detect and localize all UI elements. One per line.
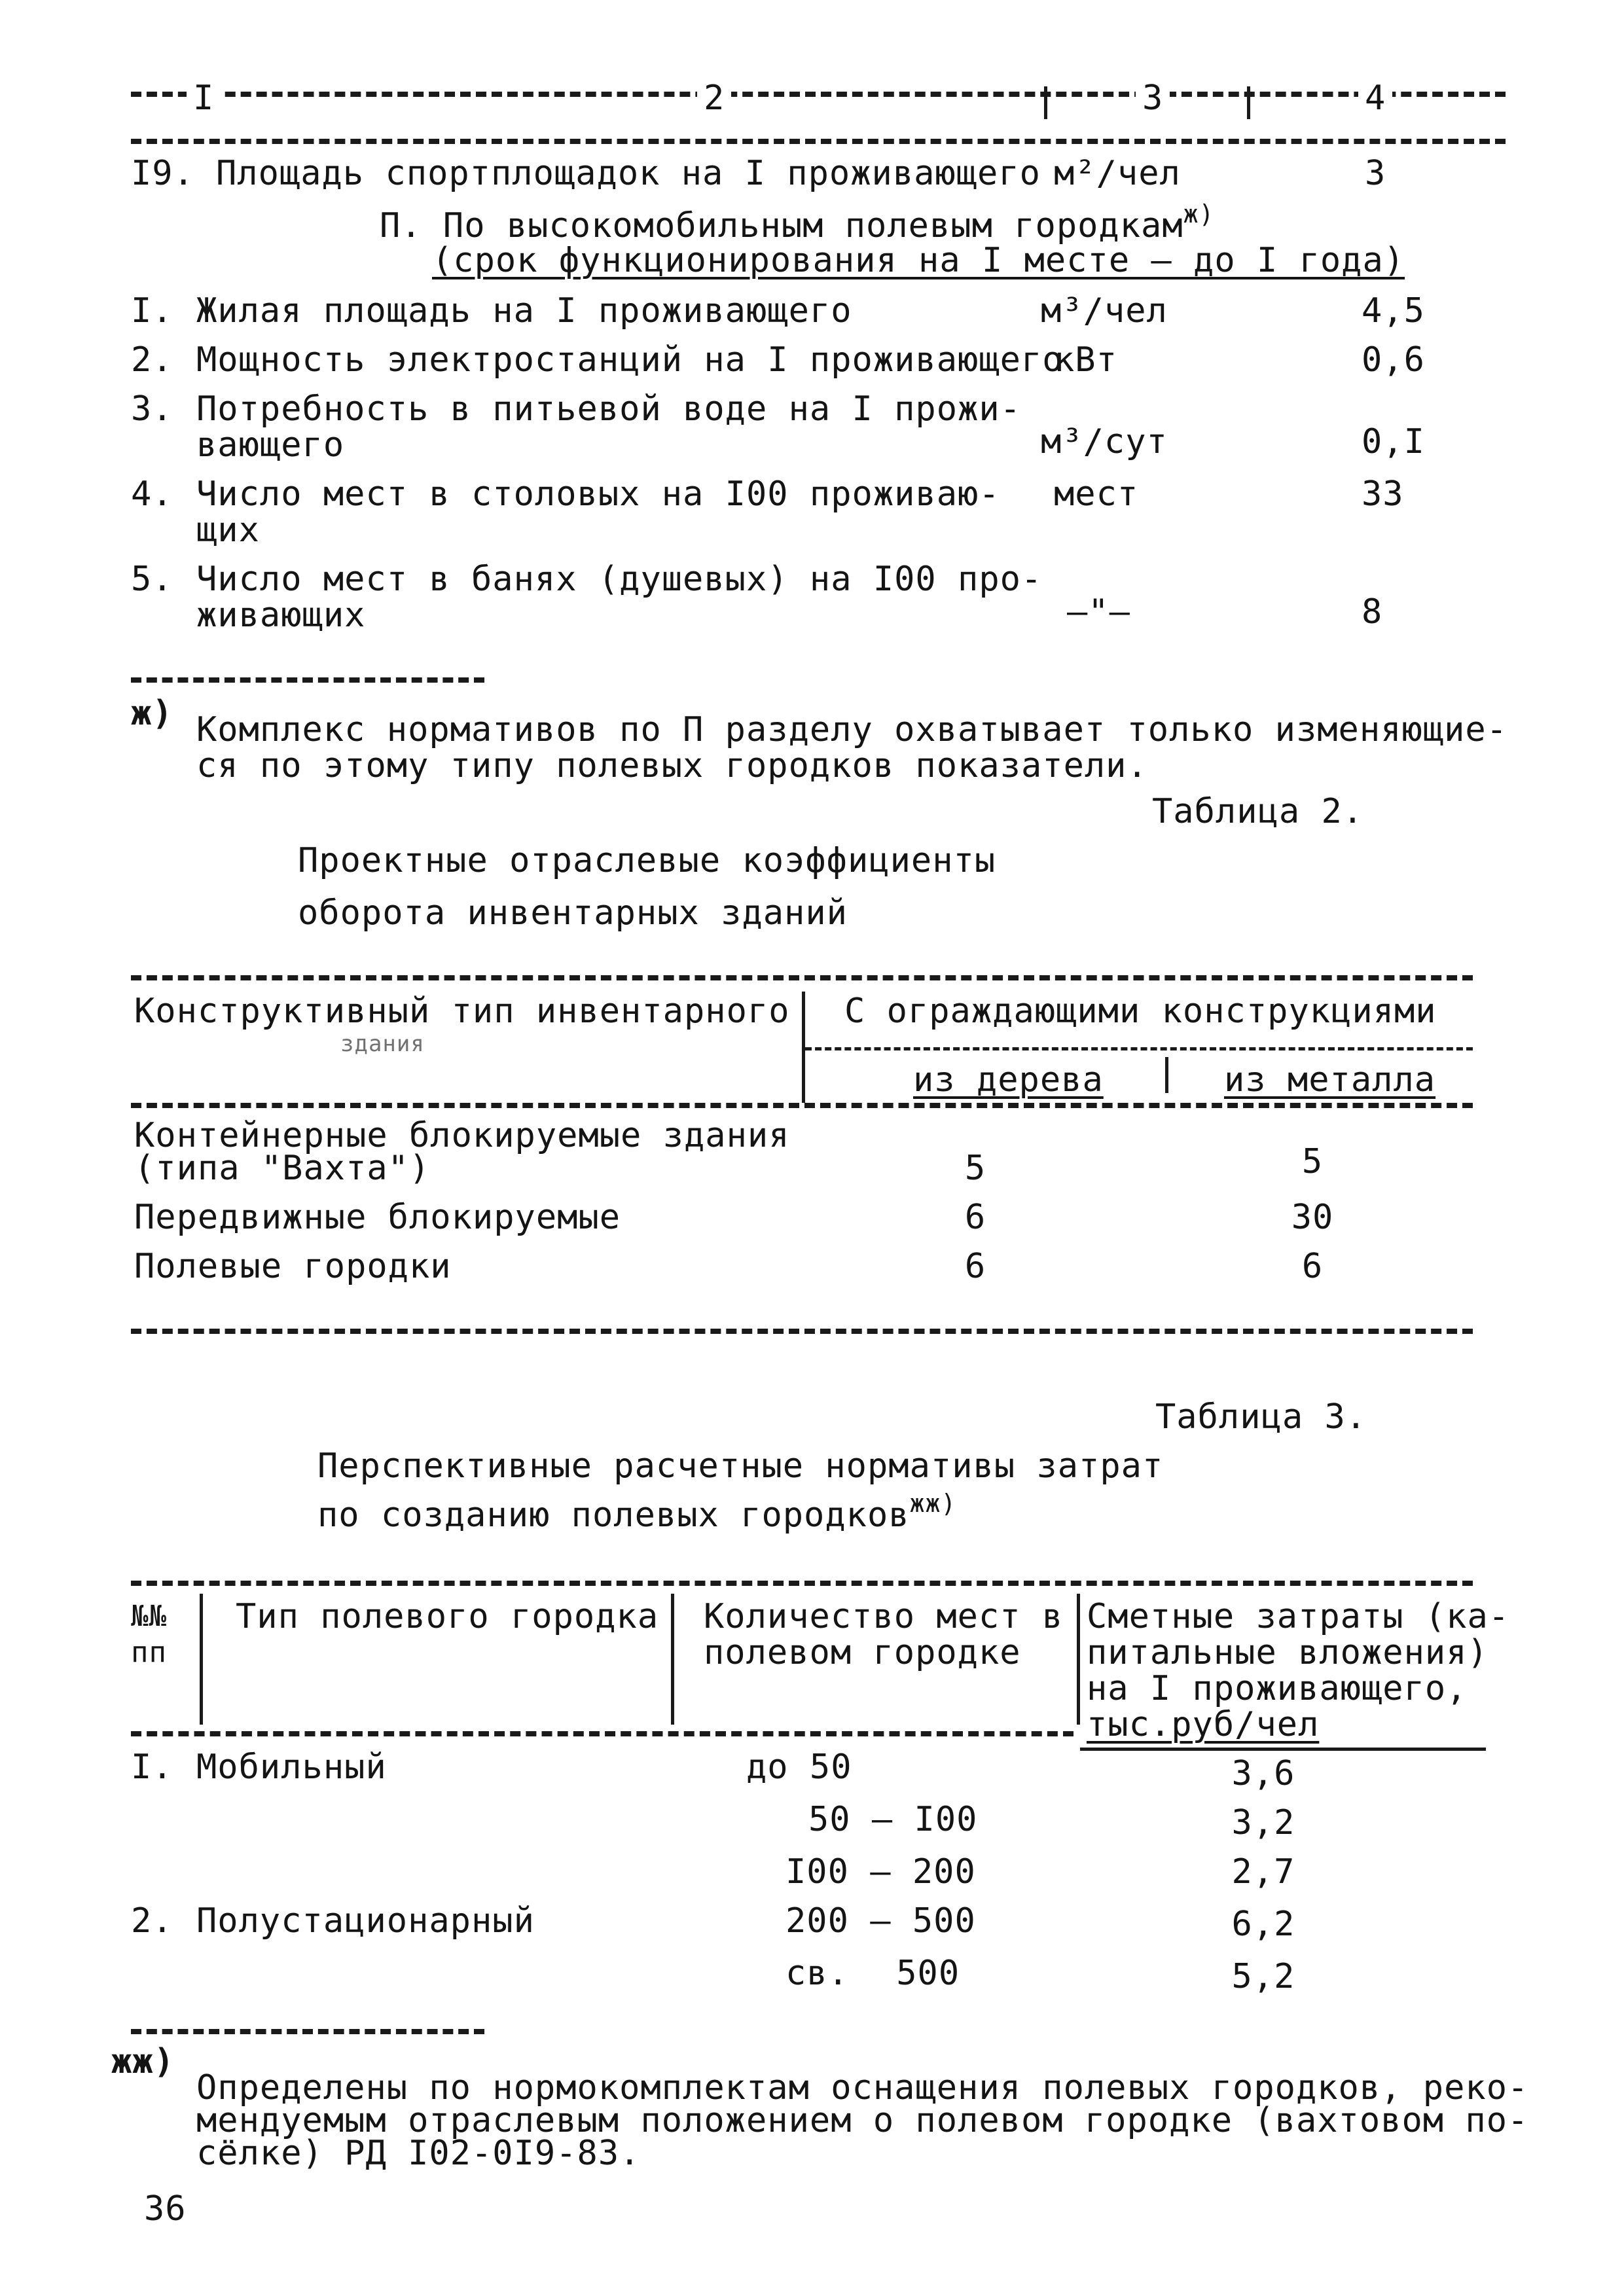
footnote2-line: мендуемым отраслевым положением о полевом городке (вахтовом по-: [196, 2101, 1529, 2140]
table3-label: Таблица 3.: [1155, 1397, 1367, 1437]
table3-row-type: Полустационарный: [196, 1901, 535, 1941]
s2-row-value: 8: [1362, 592, 1383, 632]
table2-row-metal: 5: [1301, 1142, 1324, 1181]
table3-title: по созданию полевых городков$^{жж)}$: [317, 1489, 957, 1535]
footnote-rule: [131, 2029, 484, 2034]
s2-row-unit: кВт: [1054, 340, 1117, 380]
table2-title: оборота инвентарных зданий: [298, 893, 848, 933]
page-number: 36: [144, 2189, 187, 2229]
footnote2-line: сёлке) РД I02-0I9-83.: [196, 2134, 641, 2173]
table3-row-cost: 5,2: [1231, 1957, 1295, 1996]
s2-row-num: 4.: [131, 475, 173, 514]
table2-row-wood: 6: [964, 1198, 986, 1237]
header-rule-bottom: [131, 139, 1506, 144]
table3-header-places: полевом городке: [704, 1633, 1021, 1672]
table2-subheader-wood: из дерева: [913, 1060, 1104, 1100]
table3-header-rule-cost: [1080, 1748, 1486, 1751]
table3-header-cost: питальные вложения): [1087, 1633, 1489, 1672]
table2-group-header: С ограждающими конструкциями: [844, 992, 1437, 1031]
header-rule-top: [131, 92, 1506, 97]
table3-row-places: св. 500: [785, 1954, 960, 1993]
table2-row-metal: 30: [1291, 1198, 1334, 1237]
table2-rule-top: [131, 975, 1473, 980]
s2-row-value: 4,5: [1362, 291, 1425, 331]
table3-row-places: I00 – 200: [785, 1852, 976, 1892]
s2-row-text: Мощность электростанций на I проживающего: [196, 340, 1064, 380]
table3-row-cost: 3,6: [1231, 1754, 1295, 1793]
table3-header-type: Тип полевого городка: [236, 1597, 659, 1636]
s2-row-text-cont: щих: [196, 511, 260, 550]
table3-rule-top: [131, 1581, 1473, 1586]
footnote2-mark: жж): [111, 2042, 175, 2081]
s2-row-value: 33: [1362, 475, 1404, 514]
s2-row-value: 0,I: [1362, 422, 1425, 461]
col-divider: [1247, 86, 1250, 119]
table2-row-name-cont: (типа "Вахта"): [134, 1149, 431, 1188]
table2-subheader-rule: [805, 1047, 1473, 1050]
row19-num: I9.: [131, 154, 194, 193]
table3-row-num: 2.: [131, 1901, 173, 1941]
table2-label: Таблица 2.: [1152, 792, 1364, 831]
s2-row-num: 3.: [131, 389, 173, 429]
s2-row-text: Жилая площадь на I проживающего: [196, 291, 852, 331]
table2-row-name: Полевые городки: [134, 1247, 452, 1286]
table2-col1-header-cont: здания: [340, 1031, 425, 1057]
table3-header-num: пп: [131, 1636, 167, 1669]
table2-col1-header: Конструктивный тип инвентарного: [134, 992, 790, 1031]
table3-header-cost: тыс.руб/чел: [1087, 1705, 1320, 1744]
s2-row-text: Число мест в столовых на I00 проживаю-: [196, 475, 1000, 514]
table2-subheader-metal: из металла: [1224, 1060, 1436, 1100]
s2-row-unit: м³/сут: [1041, 422, 1168, 461]
s2-row-num: I.: [131, 291, 173, 331]
table3-header-num: №№: [131, 1600, 167, 1633]
col-header-3: 3: [1136, 79, 1170, 118]
section2-subtitle: (срок функционирования на I месте – до I года): [432, 241, 1405, 280]
footnote1-line: ся по этому типу полевых городков показатели.: [196, 746, 1148, 785]
table3-row-places: 200 – 500: [785, 1901, 976, 1941]
col-header-4: 4: [1358, 79, 1392, 118]
s2-row-unit: мест: [1054, 475, 1139, 514]
table3-row-type: Мобильный: [196, 1748, 387, 1787]
footnote2-line: Определены по нормокомплектам оснащения полевых городков, реко-: [196, 2068, 1529, 2108]
table3-row-places: 50 – I00: [808, 1800, 978, 1839]
s2-row-num: 2.: [131, 340, 173, 380]
s2-row-text: Число мест в банях (душевых) на I00 про-: [196, 560, 1043, 599]
table3-row-cost: 3,2: [1231, 1803, 1295, 1842]
table2-row-name: Передвижные блокируемые: [134, 1198, 621, 1237]
table3-title: Перспективные расчетные нормативы затрат: [317, 1446, 1164, 1486]
footnote-rule: [131, 677, 484, 683]
table2-rule-bottom: [131, 1329, 1473, 1334]
col-divider: [1044, 86, 1047, 119]
footnote1-line: Комплекс нормативов по П разделу охватывает только изменяющие-: [196, 710, 1508, 749]
table2-row-wood: 5: [964, 1149, 986, 1188]
s2-row-text: Потребность в питьевой воде на I прожи-: [196, 389, 1021, 429]
s2-row-value: 0,6: [1362, 340, 1425, 380]
row19-value: 3: [1365, 154, 1386, 193]
table3-row-cost: 6,2: [1231, 1905, 1295, 1944]
s2-row-num: 5.: [131, 560, 173, 599]
table3-header-cost: Сметные затраты (ка-: [1087, 1597, 1510, 1636]
table3-divider: [671, 1594, 674, 1725]
table3-header-places: Количество мест в: [704, 1597, 1064, 1636]
s2-row-unit: –"–: [1067, 592, 1130, 632]
table3-row-cost: 2,7: [1231, 1852, 1295, 1892]
table3-divider: [200, 1594, 203, 1725]
row19-text: Площадь спортплощадок на I проживающего: [216, 154, 1041, 193]
table2-row-name: Контейнерные блокируемые здания: [134, 1116, 790, 1155]
s2-row-text-cont: живающих: [196, 596, 366, 635]
table2-title: Проектные отраслевые коэффициенты: [298, 841, 996, 880]
row19-unit: м²/чел: [1054, 154, 1181, 193]
s2-row-text-cont: вающего: [196, 425, 345, 465]
table3-row-num: I.: [131, 1748, 173, 1787]
section2-title: П. По высокомобильным полевым городкам$^{ж)}$: [380, 200, 1215, 245]
table2-subheader-divider: [1165, 1057, 1168, 1093]
col-header-1: I: [187, 79, 221, 118]
table3-row-places: до 50: [746, 1748, 852, 1787]
table2-header-rule: [131, 1103, 1473, 1108]
table3-divider: [1077, 1594, 1080, 1725]
s2-row-unit: м³/чел: [1041, 291, 1168, 331]
table3-header-rule: [131, 1731, 1074, 1736]
col-header-2: 2: [697, 79, 731, 118]
table3-header-cost: на I проживающего,: [1087, 1669, 1468, 1708]
table2-row-metal: 6: [1301, 1247, 1324, 1286]
table2-row-wood: 6: [964, 1247, 986, 1286]
footnote1-mark: ж): [131, 694, 173, 733]
